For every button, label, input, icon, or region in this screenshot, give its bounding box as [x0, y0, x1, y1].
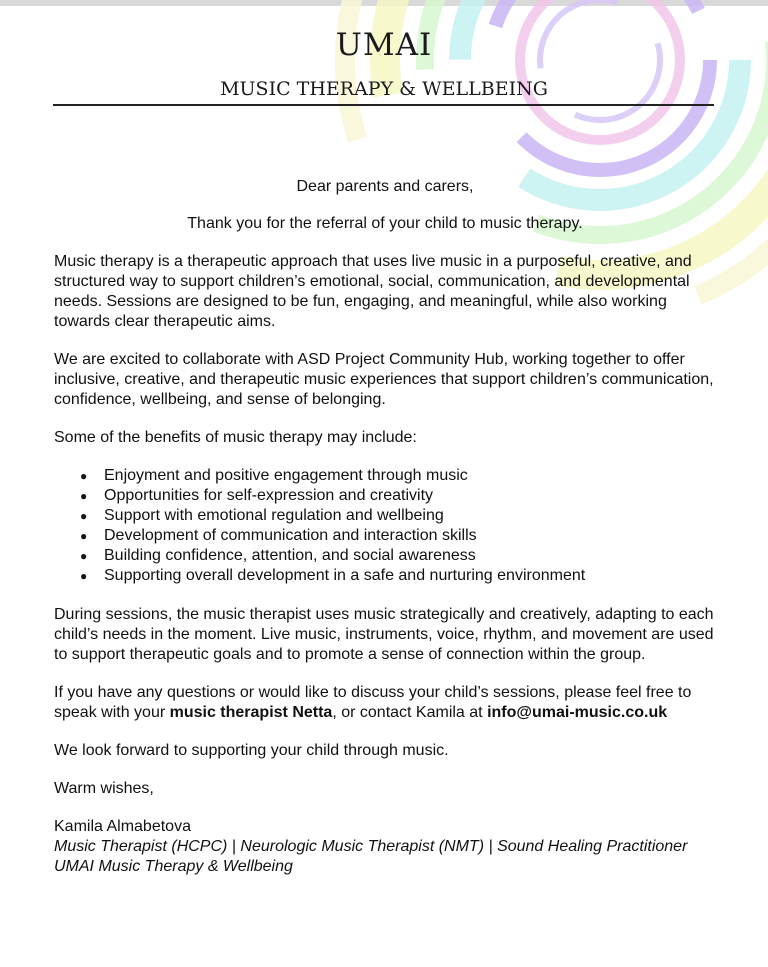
list-item: ● Enjoyment and positive engagement through music [104, 466, 716, 486]
letterhead [0, 26, 768, 101]
thanks-line: Thank you for the referral of your child to music therapy. [187, 215, 583, 232]
collaboration-paragraph: We are excited to collaborate with ASD Project Community Hub, working together to offer inclusive, creative, and therapeutic music experiences that support children’s communication, confidence, wellbeing, and sense of belonging. [54, 351, 714, 408]
signoff: Warm wishes, [54, 780, 154, 797]
list-item: ● Opportunities for self-expression and creativity [104, 486, 716, 506]
contact-text-mid: , or contact Kamila at [332, 704, 488, 721]
list-item: ● Support with emotional regulation and wellbeing [104, 506, 716, 526]
signature-title: Music Therapist (HCPC) | Neurologic Music Therapist (NMT) | Sound Healing Practitioner [54, 838, 688, 855]
letter-body [54, 177, 716, 877]
closing-line: We look forward to supporting your child through music. [54, 742, 449, 759]
contact-paragraph [54, 683, 716, 723]
greeting: Dear parents and carers, [296, 178, 474, 195]
header-divider [53, 104, 714, 106]
benefits-list [54, 466, 716, 586]
therapist-name: music therapist Netta [169, 704, 333, 721]
contact-email: info@umai-music.co.uk [487, 704, 668, 721]
brand-tagline: MUSIC THERAPY & WELLBEING [220, 78, 548, 100]
brand-name: UMAI [335, 27, 433, 63]
top-strip [0, 0, 768, 6]
sessions-paragraph: During sessions, the music therapist uses music strategically and creatively, adapting to each child’s needs in the moment. Live music, instruments, voice, rhythm, and movement are used to support therapeutic goals and to promote a sense of connection within the group. [54, 606, 714, 663]
signature-name: Kamila Almabetova [54, 818, 191, 835]
signature-organization: UMAI Music Therapy & Wellbeing [54, 858, 293, 875]
contact-text-pre: If you have any questions or would like to discuss your child’s sessions, please feel free to speak with your [54, 684, 692, 721]
intro-paragraph: Music therapy is a therapeutic approach that uses live music in a purposeful, creative, and structured way to support children’s emotional, social, communication, and developmental needs. Sessions are designed to be fun, engaging, and meaningful, while also working towards clear therapeutic aims. [54, 253, 692, 330]
benefits-intro: Some of the benefits of music therapy may include: [54, 429, 417, 446]
list-item: ● Supporting overall development in a safe and nurturing environment [104, 566, 716, 586]
list-item: ● Development of communication and interaction skills [104, 526, 716, 546]
list-item: ● Building confidence, attention, and social awareness [104, 546, 716, 566]
